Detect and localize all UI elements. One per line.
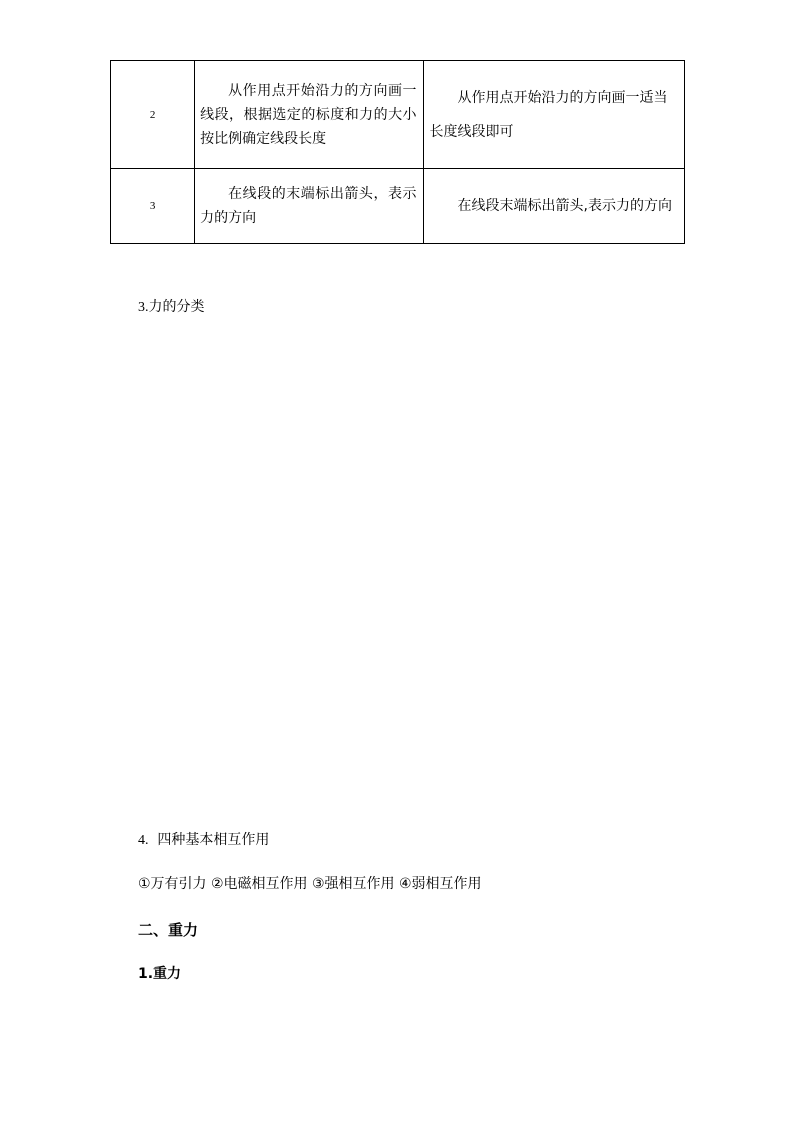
interaction-list: ①万有引力 ②电磁相互作用 ③强相互作用 ④弱相互作用	[138, 876, 482, 892]
section-heading-fundamental-interactions	[138, 830, 269, 851]
section-title: 力的分类	[148, 299, 205, 315]
force-diagram-step-text: 在线段的末端标出箭头，表示力的方向	[195, 169, 423, 244]
force-sketch-step-text: 从作用点开始沿力的方向画一适当长度线段即可	[423, 61, 684, 169]
section-heading-force-classification	[138, 297, 205, 318]
table-row	[111, 169, 685, 244]
step-number: 3	[111, 169, 195, 244]
section-title: 四种基本相互作用	[157, 832, 270, 848]
section-number: 3.	[138, 300, 149, 315]
step-number: 2	[111, 61, 195, 169]
subheading-gravity: 1.重力	[138, 966, 182, 982]
force-diagram-step-text: 从作用点开始沿力的方向画一线段，根据选定的标度和力的大小按比例确定线段长度	[195, 61, 423, 169]
section-number: 4.	[138, 833, 149, 848]
chapter-heading-gravity: 二、重力	[138, 921, 199, 939]
drawing-steps-table	[110, 60, 685, 244]
force-sketch-step-text: 在线段末端标出箭头,表示力的方向	[423, 169, 684, 244]
table-row	[111, 61, 685, 169]
